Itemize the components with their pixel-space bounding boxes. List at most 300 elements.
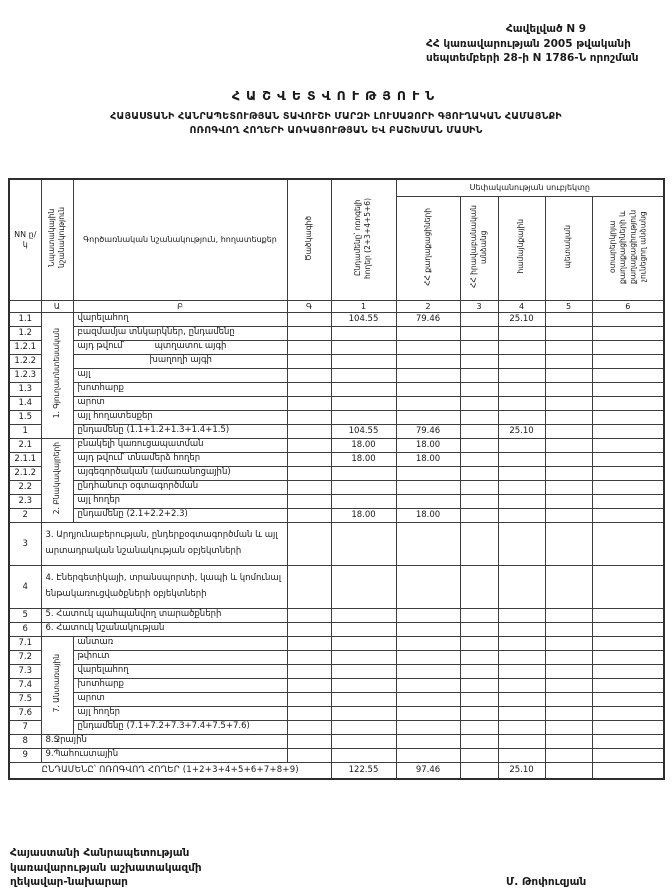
row-value: [545, 312, 592, 326]
row-label: խաղողի այգի: [73, 354, 287, 368]
grand-total-value: 97.46: [396, 762, 460, 779]
row-nn: 3: [9, 522, 41, 565]
table-row: [9, 664, 664, 678]
row-code: [287, 650, 331, 664]
row-value: [498, 664, 545, 678]
header-row: [9, 179, 664, 196]
row-value: [396, 706, 460, 720]
group-label: 2. Բնակավայրերի: [52, 442, 62, 515]
row-value: [460, 326, 498, 340]
row-value: [498, 508, 545, 522]
letter-cell: Ա: [41, 300, 73, 312]
row-nn: 2.2: [9, 480, 41, 494]
row-code: [287, 508, 331, 522]
row-value: [396, 354, 460, 368]
row-code: [287, 382, 331, 396]
row-value: [545, 424, 592, 438]
row-label: անտառ: [73, 636, 287, 650]
row-value: [545, 748, 592, 762]
row-value: [545, 438, 592, 452]
row-value: [498, 748, 545, 762]
col-header-functional: Գործառնական նշանակություն, հողատեսքեր: [73, 179, 287, 300]
row-value: [592, 452, 664, 466]
row-nn: 4: [9, 565, 41, 608]
annex-line: Հավելված N 9: [505, 23, 587, 35]
group-forest: [41, 636, 73, 734]
row-value: [331, 522, 396, 565]
row-value: [460, 382, 498, 396]
row-code: [287, 396, 331, 410]
row-value: [592, 494, 664, 508]
footer-office-line: ղեկավար-նախարար: [10, 876, 128, 889]
row-value: [498, 706, 545, 720]
row-label: այլ հողեր: [73, 494, 287, 508]
row-nn: 7.4: [9, 678, 41, 692]
row-value: [460, 480, 498, 494]
row-value: [592, 326, 664, 340]
row-value: [592, 368, 664, 382]
row-value: [460, 650, 498, 664]
annex-reference: [426, 22, 666, 66]
row-value: [592, 312, 664, 326]
row-value: [498, 650, 545, 664]
col-header-foreign-text: օտարերկրյա քաղաքացիների և քաղաքացիություն չունեցող անձանց: [607, 209, 647, 284]
row-label: այլ հողեր: [73, 706, 287, 720]
letter-cell: 2: [396, 300, 460, 312]
col-header-citizens: [396, 196, 460, 300]
row-value: [592, 438, 664, 452]
row-value: [460, 522, 498, 565]
row-nn: 1.2.1: [9, 340, 41, 354]
table-row: [9, 678, 664, 692]
row-nn: 8: [9, 734, 41, 748]
col-header-purpose-text: Նպատակային նշանակություն: [46, 207, 66, 269]
row-value: [460, 354, 498, 368]
row-value: [545, 706, 592, 720]
row-code: [287, 622, 331, 636]
row-code: [287, 692, 331, 706]
report-subtitle-line: ՀԱՅԱՍՏԱՆԻ ՀԱՆՐԱՊԵՏՈՒԹՅԱՆ ՏԱՎՈՒՇԻ ՄԱՐԶԻ ԼՈՒՍԱՁՈՐԻ ԳՅՈՒՂԱԿԱՆ ՀԱՄԱՅՆՔԻ: [110, 111, 562, 122]
row-value: [396, 636, 460, 650]
row-code: [287, 410, 331, 424]
row-value: [331, 354, 396, 368]
row-label: բնակելի կառուցապատման: [73, 438, 287, 452]
row-value: [545, 636, 592, 650]
row-value: [545, 368, 592, 382]
row-value: [592, 720, 664, 734]
letters-row: [9, 300, 664, 312]
row-code: [287, 424, 331, 438]
row-value: [498, 466, 545, 480]
row-value: 18.00: [331, 438, 396, 452]
col-header-total: [331, 179, 396, 300]
row-value: [592, 608, 664, 622]
grand-total-value: [545, 762, 592, 779]
row-value: [396, 326, 460, 340]
row-value: [396, 650, 460, 664]
row-value: 79.46: [396, 424, 460, 438]
table-row: [9, 438, 664, 452]
table-row: [9, 326, 664, 340]
row-value: [545, 452, 592, 466]
row-value: [498, 608, 545, 622]
row-value: [460, 706, 498, 720]
table-row: [9, 396, 664, 410]
row-value: [460, 636, 498, 650]
row-nn: 6: [9, 622, 41, 636]
table-row: [9, 466, 664, 480]
row-value: [396, 368, 460, 382]
row-value: [592, 692, 664, 706]
row-code: [287, 608, 331, 622]
row-value: [545, 664, 592, 678]
annex-line: սեպտեմբերի 28-ի N 1786-Ն որոշման: [426, 52, 639, 65]
row-value: [460, 312, 498, 326]
col-header-code-text: Ծածկագիծ: [303, 215, 313, 261]
row-value: [545, 382, 592, 396]
row-code: [287, 720, 331, 734]
row-label: ընդամենը (2.1+2.2+2.3): [73, 508, 287, 522]
row-value: [545, 508, 592, 522]
table-row: [9, 622, 664, 636]
row-code: [287, 636, 331, 650]
table-row: [9, 480, 664, 494]
row-label: արոտ: [73, 692, 287, 706]
row-label: վարելահող: [73, 312, 287, 326]
row-value: [545, 340, 592, 354]
row-value: [460, 494, 498, 508]
row-nn: 5: [9, 608, 41, 622]
row-value: [460, 608, 498, 622]
letter-cell: 6: [592, 300, 664, 312]
table-row: [9, 312, 664, 326]
row-value: [498, 636, 545, 650]
letter-cell: 1: [331, 300, 396, 312]
row-value: [498, 522, 545, 565]
row-value: [331, 622, 396, 636]
row-value: [396, 678, 460, 692]
table-row: [9, 452, 664, 466]
report-subtitle-line: ՈՌՈԳՎՈՂ ՀՈՂԵՐԻ ԱՌԿԱՅՈՒԹՅԱՆ ԵՎ ԲԱՇԽՄԱՆ ՄԱՍԻՆ: [189, 124, 483, 136]
row-value: 18.00: [396, 508, 460, 522]
row-value: [545, 480, 592, 494]
row-nn: 7.2: [9, 650, 41, 664]
row-value: [396, 466, 460, 480]
table-row: [9, 340, 664, 354]
row-label: բազմամյա տնկարկներ, ընդամենը: [73, 326, 287, 340]
row-label-text: պտղատու այգի: [154, 341, 227, 352]
letter-cell: 3: [460, 300, 498, 312]
row-value: [460, 340, 498, 354]
row-value: [396, 664, 460, 678]
table-row: [9, 354, 664, 368]
row-value: 25.10: [498, 312, 545, 326]
row-value: [498, 622, 545, 636]
row-value: [592, 706, 664, 720]
row-value: [498, 368, 545, 382]
row-value: 104.55: [331, 424, 396, 438]
row-label: 4. Էներգետիկայի, տրանսպորտի, կապի և կոմունալ ենթակառուցվածքների օբյեկտների: [41, 565, 287, 608]
row-value: [331, 664, 396, 678]
row-value: [396, 692, 460, 706]
row-value: [396, 622, 460, 636]
row-code: [287, 354, 331, 368]
row-value: [592, 340, 664, 354]
row-value: [396, 608, 460, 622]
row-value: [460, 410, 498, 424]
row-value: 18.00: [396, 438, 460, 452]
row-label: արոտ: [73, 396, 287, 410]
row-value: [545, 650, 592, 664]
row-value: [545, 466, 592, 480]
row-value: [498, 438, 545, 452]
row-label: 9.Պահուստային: [41, 748, 287, 762]
table-row: [9, 494, 664, 508]
row-value: [331, 720, 396, 734]
letter-cell: 5: [545, 300, 592, 312]
row-value: [592, 480, 664, 494]
row-value: 104.55: [331, 312, 396, 326]
row-nn: 1.5: [9, 410, 41, 424]
row-label: ընդամենը (7.1+7.2+7.3+7.4+7.5+7.6): [73, 720, 287, 734]
row-value: [396, 340, 460, 354]
grand-total-value: 25.10: [498, 762, 545, 779]
row-code: [287, 452, 331, 466]
row-value: [396, 396, 460, 410]
row-label: խոտհարք: [73, 382, 287, 396]
col-header-legal-entities: [460, 196, 498, 300]
grand-total-row: [9, 762, 664, 779]
report-title: ՀԱՇՎԵՏՎՈՒԹՅՈՒՆ: [231, 88, 441, 103]
row-value: [592, 636, 664, 650]
row-nn: 2.3: [9, 494, 41, 508]
row-value: [592, 622, 664, 636]
row-value: [460, 424, 498, 438]
row-value: [498, 340, 545, 354]
row-nn: 1.3: [9, 382, 41, 396]
row-value: [331, 692, 396, 706]
col-header-state-text: պետական: [563, 224, 573, 269]
row-value: [592, 748, 664, 762]
row-code: [287, 678, 331, 692]
row-code: [287, 326, 331, 340]
row-nn: 1.2.2: [9, 354, 41, 368]
row-value: [545, 396, 592, 410]
col-header-legal-entities-text: ՀՀ իրավաբանական անձանց: [468, 205, 488, 288]
footer-office-line: Հայաստանի Հանրապետության: [10, 847, 190, 859]
col-header-code: [287, 179, 331, 300]
row-value: [331, 650, 396, 664]
row-code: [287, 706, 331, 720]
row-label: ընդամենը (1.1+1.2+1.3+1.4+1.5): [73, 424, 287, 438]
row-value: [331, 340, 396, 354]
row-value: [592, 508, 664, 522]
row-value: [545, 622, 592, 636]
row-value: [592, 354, 664, 368]
row-value: [460, 565, 498, 608]
row-label: այլ հողատեսքեր: [73, 410, 287, 424]
row-value: [331, 734, 396, 748]
row-label: վարելահող: [73, 664, 287, 678]
table-row-subtotal: [9, 508, 664, 522]
group-label: 7. Անտառային: [52, 654, 62, 713]
signature-name: Մ. Թոփուզյան: [506, 876, 587, 888]
row-value: [331, 748, 396, 762]
row-label: այգեգործական (ամառանոցային): [73, 466, 287, 480]
row-label: ընդհանուր օգտագործման: [73, 480, 287, 494]
table-row-subtotal: [9, 424, 664, 438]
row-value: [396, 734, 460, 748]
row-label: թփուտ: [73, 650, 287, 664]
annex-line: ՀՀ կառավարության 2005 թվականի: [426, 37, 631, 50]
table-row: [9, 650, 664, 664]
row-value: [545, 354, 592, 368]
row-value: [460, 396, 498, 410]
row-value: [545, 692, 592, 706]
row-code: [287, 748, 331, 762]
table-row: [9, 382, 664, 396]
row-value: [331, 678, 396, 692]
row-label: 5. Հատուկ պահպանվող տարածքների: [41, 608, 287, 622]
table-row: [9, 608, 664, 622]
group-label: 1. Գյուղատնտեսական: [52, 328, 62, 419]
row-label: 3. Արդյունաբերության, ընդերքօգտագործման և այլ արտադրական նշանակության օբյեկտների: [41, 522, 287, 565]
row-value: [460, 664, 498, 678]
row-nn: 7.1: [9, 636, 41, 650]
col-header-total-text: Ընդամենը՝ ոռոգելի հողեր (2+3+4+5+6): [353, 197, 373, 279]
grand-total-value: [592, 762, 664, 779]
row-value: [396, 494, 460, 508]
row-code: [287, 480, 331, 494]
report-table: [8, 178, 665, 780]
row-nn: 2: [9, 508, 41, 522]
row-label: այլ: [73, 368, 287, 382]
table-row: [9, 368, 664, 382]
row-value: [331, 565, 396, 608]
grand-total-label: ԸՆԴԱՄԵՆԸ՝ ՈՌՈԳՎՈՂ ՀՈՂԵՐ (1+2+3+4+5+6+7+8+9): [9, 762, 331, 779]
row-code: [287, 522, 331, 565]
table-row: [9, 706, 664, 720]
row-value: [460, 678, 498, 692]
col-header-state: [545, 196, 592, 300]
row-value: [396, 410, 460, 424]
row-nn: 9: [9, 748, 41, 762]
row-nn: 7: [9, 720, 41, 734]
row-value: [396, 748, 460, 762]
row-nn: 1.2.3: [9, 368, 41, 382]
letter-cell: 4: [498, 300, 545, 312]
row-value: 18.00: [331, 508, 396, 522]
row-value: [545, 734, 592, 748]
row-value: 18.00: [396, 452, 460, 466]
row-value: [331, 480, 396, 494]
row-value: [460, 466, 498, 480]
grand-total-value: [460, 762, 498, 779]
row-value: [498, 326, 545, 340]
table-row: [9, 565, 664, 608]
col-header-community-text: համայնքային: [516, 219, 526, 274]
col-header-nn: NN ը/կ: [9, 179, 41, 300]
row-value: [460, 720, 498, 734]
row-value: [396, 720, 460, 734]
row-nn: 1.1: [9, 312, 41, 326]
row-value: [498, 678, 545, 692]
row-nn: 1: [9, 424, 41, 438]
row-label: 8.Ջրային: [41, 734, 287, 748]
row-value: [396, 382, 460, 396]
letter-cell: [9, 300, 41, 312]
row-code: [287, 340, 331, 354]
row-value: [545, 678, 592, 692]
col-header-foreign: [592, 196, 664, 300]
row-label-prefix: այդ թվում՝: [77, 341, 125, 352]
row-value: [592, 650, 664, 664]
table-row: [9, 410, 664, 424]
row-code: [287, 734, 331, 748]
row-label: խոտհարք: [73, 678, 287, 692]
row-code: [287, 438, 331, 452]
row-label: 6. Հատուկ նշանակության: [41, 622, 287, 636]
row-value: [331, 706, 396, 720]
row-code: [287, 565, 331, 608]
row-value: [545, 326, 592, 340]
row-value: [592, 522, 664, 565]
table-row: [9, 734, 664, 748]
group-agricultural: [41, 312, 73, 438]
row-value: [460, 368, 498, 382]
row-value: [592, 424, 664, 438]
footer-office: [10, 846, 202, 890]
report-subtitle: [0, 110, 672, 138]
row-nn: 7.5: [9, 692, 41, 706]
row-code: [287, 494, 331, 508]
col-header-community: [498, 196, 545, 300]
row-value: [460, 452, 498, 466]
row-value: [396, 565, 460, 608]
row-value: [498, 720, 545, 734]
table-row: [9, 522, 664, 565]
row-value: [498, 354, 545, 368]
col-header-purpose: [41, 179, 73, 300]
col-header-citizens-text: ՀՀ քաղաքացիների: [422, 207, 432, 286]
row-value: [460, 508, 498, 522]
row-nn: 1.4: [9, 396, 41, 410]
row-value: [331, 636, 396, 650]
row-value: [460, 438, 498, 452]
row-value: [545, 410, 592, 424]
row-nn: 7.3: [9, 664, 41, 678]
row-value: [331, 368, 396, 382]
table-row: [9, 636, 664, 650]
table-row: [9, 692, 664, 706]
row-nn: 2.1.2: [9, 466, 41, 480]
row-value: [545, 565, 592, 608]
letter-cell: Գ: [287, 300, 331, 312]
row-code: [287, 368, 331, 382]
row-value: [592, 382, 664, 396]
row-value: [592, 396, 664, 410]
row-value: [460, 622, 498, 636]
row-code: [287, 664, 331, 678]
row-value: [331, 494, 396, 508]
row-value: [331, 396, 396, 410]
row-value: [498, 494, 545, 508]
row-value: [545, 720, 592, 734]
row-value: [331, 410, 396, 424]
table-row-subtotal: [9, 720, 664, 734]
row-value: [545, 494, 592, 508]
letter-cell: Բ: [73, 300, 287, 312]
